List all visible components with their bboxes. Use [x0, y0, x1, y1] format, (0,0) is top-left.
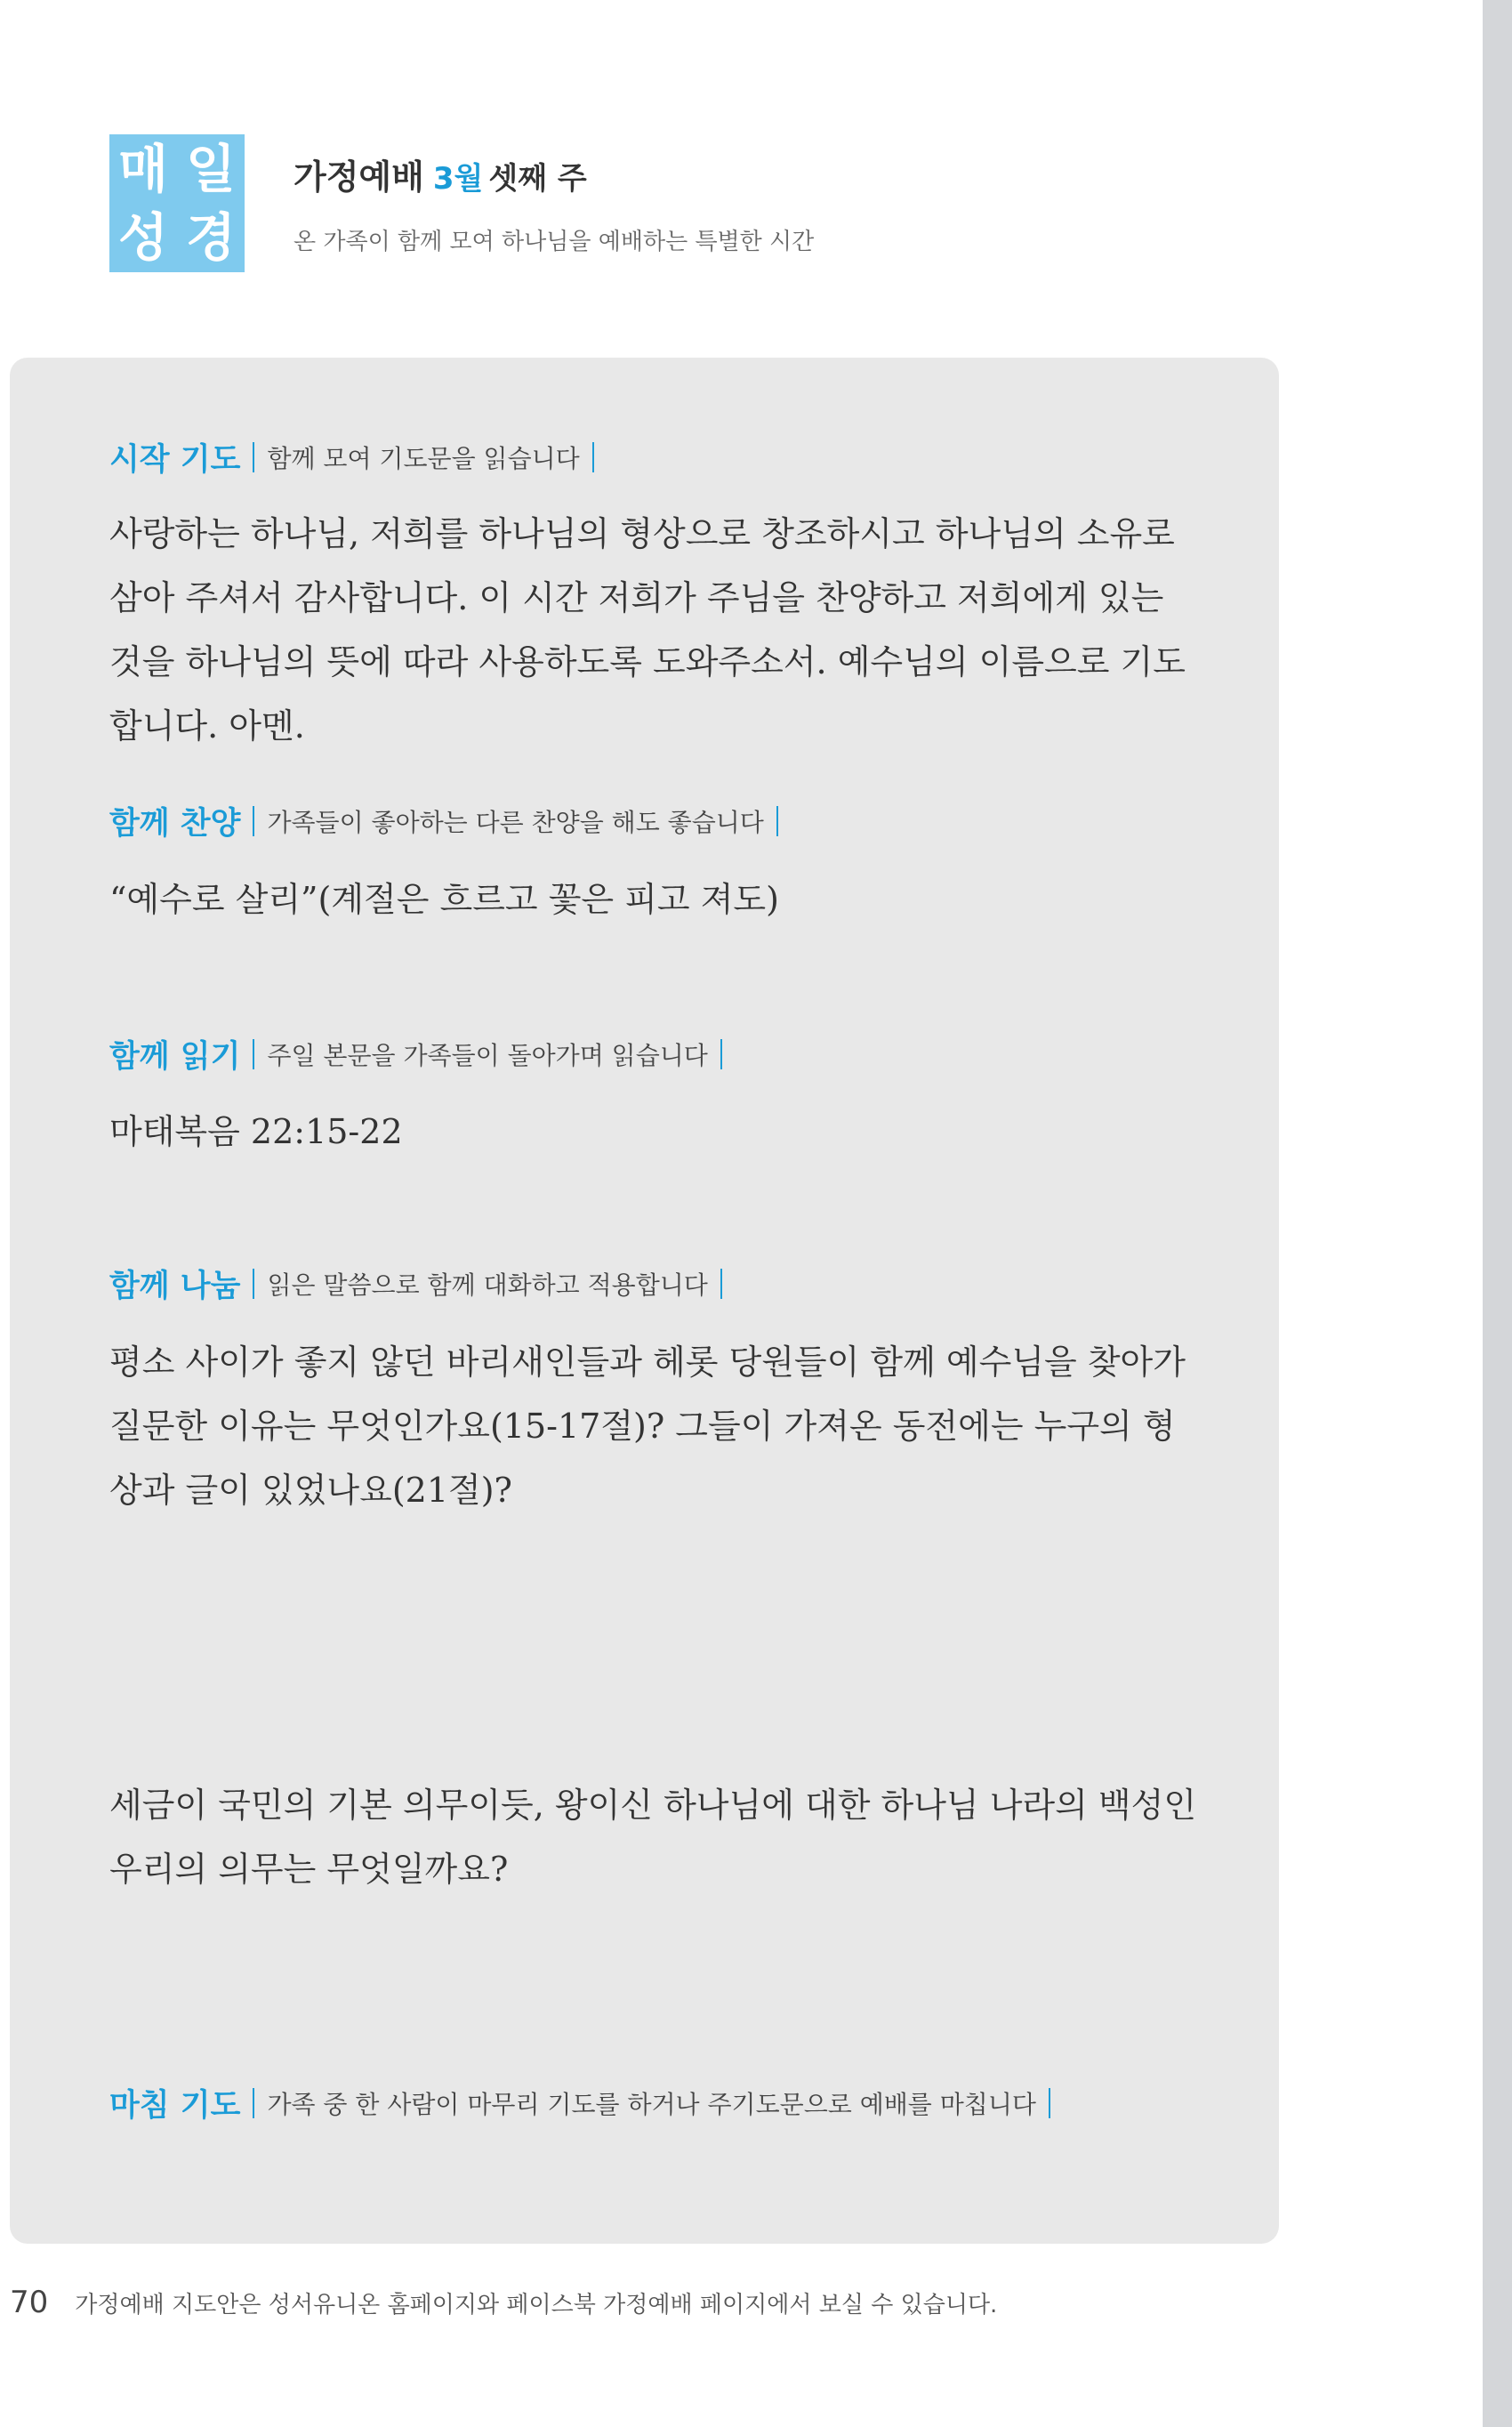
logo-char-1: 매 — [117, 138, 169, 199]
section-title: 함께 찬양 — [109, 806, 241, 842]
divider — [720, 1269, 722, 1299]
divider — [776, 806, 778, 836]
section-desc: 읽은 말씀으로 함께 대화하고 적용합니다 — [267, 1270, 708, 1300]
sharing-heading — [109, 1262, 735, 1306]
title-month: 3월 — [432, 161, 484, 197]
section-title: 함께 나눔 — [109, 1269, 241, 1304]
opening-prayer-heading — [109, 435, 607, 480]
divider — [1049, 2088, 1050, 2118]
page-number: 70 — [10, 2285, 49, 2320]
divider — [253, 806, 254, 836]
praise-song-text: “예수로 살리”(계절은 흐르고 꽃은 피고 져도) — [109, 880, 779, 919]
title-week: 셋째 주 — [488, 161, 587, 197]
section-title: 함께 읽기 — [109, 1039, 241, 1075]
opening-prayer-text: 사랑하는 하나님, 저희를 하나님의 형상으로 창조하시고 하나님의 소유로 삼아 주셔서 감사합니다. 이 시간 저희가 주님을 찬양하고 저희에게 있는 것을 하나님의 뜻에 따라 사용하도록 도와주소서. 예수님의 이름으로 기도합니다. 아멘. — [109, 514, 1186, 746]
divider — [720, 1039, 722, 1069]
logo-char-2: 일 — [185, 138, 237, 199]
footer-note: 가정예배 지도안은 성서유니온 홈페이지와 페이스북 가정예배 페이지에서 보실 수 있습니다. — [75, 2292, 998, 2318]
divider — [253, 1269, 254, 1299]
page-footer — [10, 2285, 997, 2320]
page-title — [294, 149, 587, 198]
logo-char-4: 경 — [185, 207, 237, 269]
page-edge-strip — [1483, 0, 1512, 2427]
daily-bible-logo — [109, 134, 245, 272]
divider — [253, 1039, 254, 1069]
divider — [253, 442, 254, 472]
reading-heading — [109, 1032, 735, 1076]
page-subtitle: 온 가족이 함께 모여 하나님을 예배하는 특별한 시간 — [294, 229, 815, 255]
sharing-question-2: 세금이 국민의 기본 의무이듯, 왕이신 하나님에 대한 하나님 나라의 백성인 우리의 의무는 무엇일까요? — [109, 1786, 1197, 1889]
section-title: 시작 기도 — [109, 442, 241, 478]
closing-prayer-heading — [109, 2081, 1063, 2125]
section-desc: 가족 중 한 사람이 마무리 기도를 하거나 주기도문으로 예배를 마칩니다 — [267, 2090, 1036, 2119]
title-text: 가정예배 — [294, 157, 424, 197]
praise-heading — [109, 799, 791, 843]
sharing-question-1: 평소 사이가 좋지 않던 바리새인들과 헤롯 당원들이 함께 예수님을 찾아가 질문한 이유는 무엇인가요(15-17절)? 그들이 가져온 동전에는 누구의 형상과 글이 있었나요(21절)? — [109, 1343, 1186, 1510]
logo-char-3: 성 — [117, 207, 169, 269]
section-title: 마침 기도 — [109, 2088, 241, 2124]
scripture-reference: 마태복음 22:15-22 — [109, 1112, 403, 1151]
section-desc: 주일 본문을 가족들이 돌아가며 읽습니다 — [267, 1041, 708, 1070]
section-desc: 함께 모여 기도문을 읽습니다 — [267, 444, 580, 473]
divider — [592, 442, 594, 472]
section-desc: 가족들이 좋아하는 다른 찬양을 해도 좋습니다 — [267, 808, 764, 837]
divider — [253, 2088, 254, 2118]
